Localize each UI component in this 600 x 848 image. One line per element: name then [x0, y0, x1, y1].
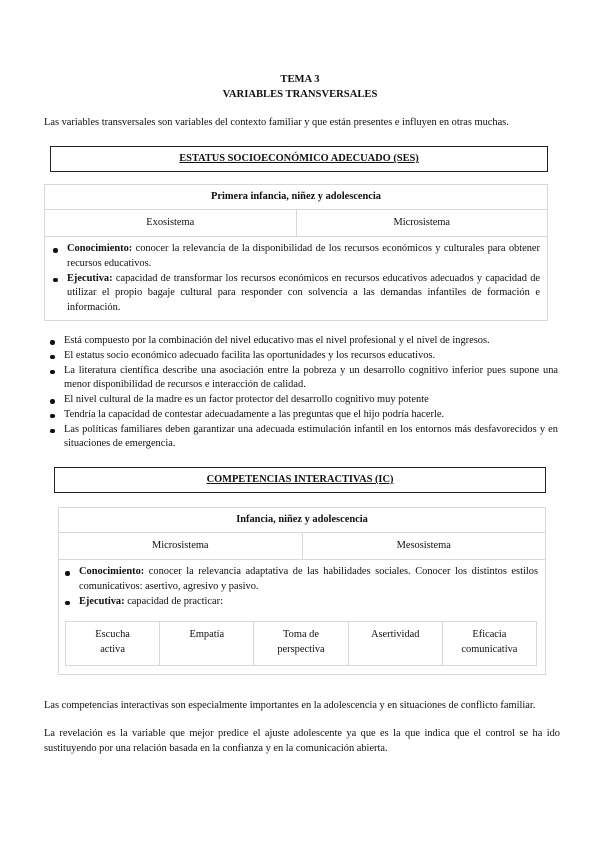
ic-system-meso: Mesosistema — [302, 533, 546, 559]
ic-systems-row — [59, 533, 545, 560]
ses-dimension-ejecutiva: Ejecutiva: capacidad de transformar los recursos económicos en recursos educativos adecuados y capacidad de utilizar el propio bagaje cultural para responder con solvencia a las demandas infantiles de formación e información. — [51, 272, 540, 316]
ses-note: El nivel cultural de la madre es un factor protector del desarrollo cognitivo muy potente — [48, 393, 558, 408]
skill-cell: Toma de perspectiva — [253, 622, 347, 665]
ses-dimensions-list — [45, 237, 547, 316]
skill-cell: Eficacia comunicativa — [442, 622, 536, 665]
closing-paragraph: Las competencias interactivas son especialmente importantes en la adolescencia y en situaciones de conflicto familiar. — [44, 700, 536, 711]
ses-system-exo: Exosistema — [146, 217, 195, 228]
ic-dimensions-list — [59, 560, 545, 609]
ic-dimension-conocimiento: Conocimiento: conocer la relevancia adaptativa de las habilidades sociales. Conocer los distintos estilos comunicativos: asertivo, agresivo y pasivo. — [63, 565, 538, 595]
skill-cell: Empatía — [159, 622, 253, 665]
ses-card-title: Primera infancia, niñez y adolescencia — [45, 185, 547, 210]
ses-card — [44, 184, 548, 321]
ses-system-micro: Microsistema — [296, 210, 548, 236]
skill-cell: Asertividad — [348, 622, 442, 665]
ses-note: Tendría la capacidad de contestar adecuadamente a las preguntas que el hijo podría hacerle. — [48, 408, 558, 423]
ses-note: Las políticas familiares deben garantizar una adecuada estimulación infantil en los entornos más desfavorecidos y en situaciones de emergencia. — [48, 423, 558, 453]
ic-card — [58, 507, 546, 675]
skills-table — [65, 621, 537, 666]
ses-dimension-conocimiento: Conocimiento: conocer la relevancia de la disponibilidad de los recursos económicos y culturales para obtener recursos educativos. — [51, 242, 540, 272]
ses-note: La literatura científica describe una asociación entre la pobreza y un desarrollo cognitivo inferior pues supone una menor disponibilidad de recursos e interacción de calidad. — [48, 364, 558, 394]
ses-heading: ESTATUS SOCIOECONÓMICO ADECUADO (SES) — [50, 146, 548, 172]
closing-paragraph: La revelación es la variable que mejor predice el ajuste adolescente ya que es la que indica que el control se ha ido sustituyendo por una relación basada en la confianza y en la comunicación abierta. — [44, 728, 560, 754]
ses-note: Está compuesto por la combinación del nivel educativo mas el nivel profesional y el nivel de ingresos. — [48, 334, 558, 349]
ses-note: El estatus socio económico adecuado facilita las oportunidades y los recursos educativos. — [48, 349, 558, 364]
tema-subtitle: VARIABLES TRANSVERSALES — [222, 89, 378, 101]
ic-card-title: Infancia, niñez y adolescencia — [59, 508, 545, 533]
skill-cell: Escucha activa — [95, 629, 130, 655]
ic-heading: COMPETENCIAS INTERACTIVAS (IC) — [54, 467, 546, 493]
ses-systems-row — [45, 210, 547, 237]
document-title — [0, 72, 600, 102]
intro-paragraph: Las variables transversales son variables del contexto familiar y que están presentes e influyen en otras muchas. — [44, 117, 509, 128]
ic-system-micro: Microsistema — [151, 540, 209, 551]
ses-notes-list — [48, 334, 558, 452]
tema-label: TEMA 3 — [280, 74, 320, 85]
ic-dimension-ejecutiva: Ejecutiva: capacidad de practicar: — [63, 595, 538, 610]
